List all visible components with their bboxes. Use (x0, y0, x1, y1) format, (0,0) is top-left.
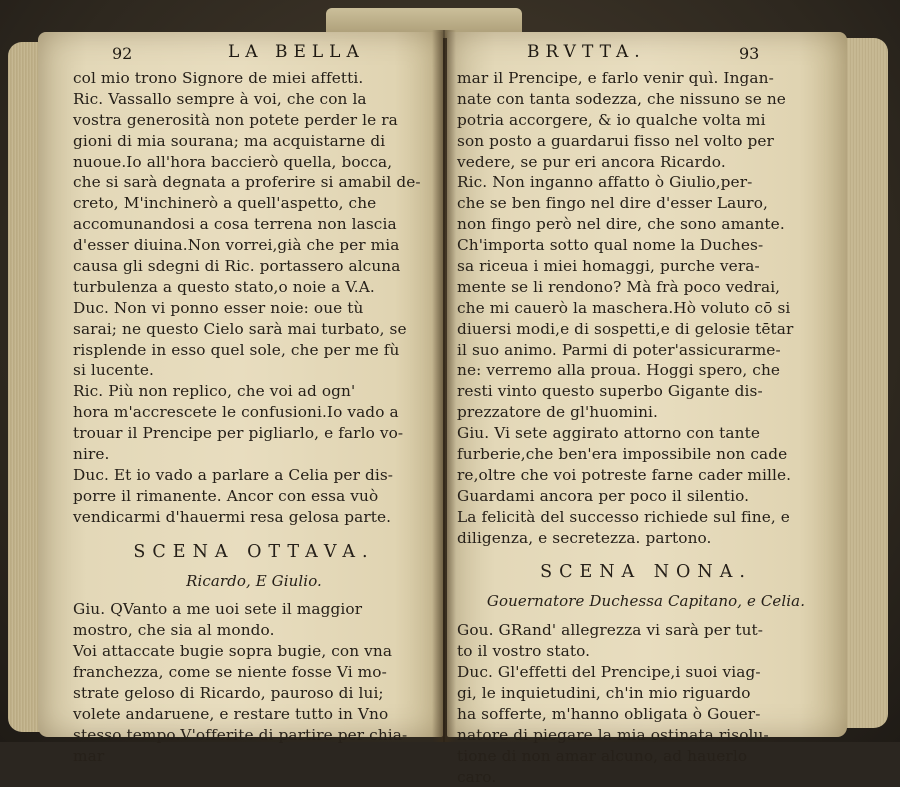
text-line: to il vostro stato. (457, 642, 591, 661)
text-line: vedere, se pur eri ancora Ricardo. (457, 152, 726, 171)
text-line: ne: verremo alla proua. Hoggi spero, che (457, 361, 781, 380)
text-line: Giu. Vi sete aggirato attorno con tante (457, 424, 761, 443)
text-line: si lucente. (73, 361, 154, 380)
left-running-head: LA BELLA (228, 42, 365, 62)
text-line: hora m'accrescete le confusioni.Io vado a (73, 403, 399, 422)
text-line: resti vinto questo superbo Gigante dis- (457, 382, 763, 401)
text-line: franchezza, come se niente fosse Vi mo- (73, 663, 387, 682)
left-page-text (73, 68, 435, 767)
left-page-edges (8, 42, 42, 732)
book-gutter (432, 30, 456, 742)
text-line: sa riceua i miei homaggi, purche vera- (457, 257, 760, 276)
text-line: porre il rimanente. Ancor con essa vuò (73, 486, 379, 505)
text-line: causa gli sdegni di Ric. portassero alcuna (73, 257, 401, 276)
text-line: potria accorgere, & io qualche volta mi (457, 110, 766, 129)
text-line: nate con tanta sodezza, che nissuno se ne (457, 89, 786, 108)
text-line: gioni di mia sourana; ma acquistarne di (73, 131, 386, 150)
text-line: son posto a guardarui fisso nel volto per (457, 131, 774, 150)
text-line: strate geloso di Ricardo, pauroso di lui; (73, 683, 384, 702)
text-line: Duc. Gl'effetti del Prencipe,i suoi viag- (457, 663, 761, 682)
text-line: trouar il Prencipe per pigliarlo, e farlo vo- (73, 424, 404, 443)
text-line: diligenza, e secretezza. partono. (457, 528, 712, 547)
text-line: creto, M'inchinerò a quell'aspetto, che (73, 194, 377, 213)
text-line: turbulenza a questo stato,o noie a V.A. (73, 277, 375, 296)
text-line: diuersi modi,e di sospetti,e di gelosie tētar (457, 319, 794, 338)
right-top-lines (457, 68, 835, 548)
text-line: mar il Prencipe, e farlo venir quì. Ingan- (457, 69, 774, 87)
right-bottom-lines (457, 620, 835, 787)
left-top-lines (73, 68, 435, 528)
text-line: ha sofferte, m'hanno obligata ò Gouer- (457, 704, 761, 723)
right-scene-title: SCENA NONA. (540, 562, 752, 583)
text-line: stesso tempo.V'offerite di partire per chia- (73, 725, 408, 744)
right-page-number: 93 (739, 44, 760, 63)
text-line: furberie,che ben'era impossibile non cade (457, 445, 788, 464)
text-line: Gou. GRand' allegrezza vi sarà per tut- (457, 621, 764, 640)
text-line: Duc. Et io vado a parlare a Celia per dis- (73, 465, 394, 484)
text-line: che se ben fingo nel dire d'esser Lauro, (457, 194, 768, 213)
text-line: vostra generosità non potete perder le ra (73, 110, 398, 129)
text-line: d'esser diuina.Non vorrei,già che per mia (73, 236, 400, 255)
text-line: non fingo però nel dire, che sono amante. (457, 215, 785, 234)
text-line: Ric. Più non replico, che voi ad ogn' (73, 382, 356, 401)
text-line: risplende in esso quel sole, che per me fù (73, 340, 400, 359)
right-running-head: BRVTTA. (527, 42, 646, 62)
text-line: gi, le inquietudini, ch'in mio riguardo (457, 683, 751, 702)
text-line: accomunandosi a cosa terrena non lascia (73, 215, 397, 234)
text-line: volete andaruene, e restare tutto in Vno (73, 704, 389, 723)
right-page-edges (840, 38, 888, 728)
text-line: Voi attaccate bugie sopra bugie, con vna (73, 642, 393, 661)
left-scene-characters: Ricardo, E Giulio. (186, 571, 322, 590)
right-scene-characters: Gouernatore Duchessa Capitano, e Celia. (486, 592, 806, 611)
left-page-number: 92 (112, 44, 133, 63)
text-line: mente se li rendono? Mà frà poco vedrai, (457, 277, 781, 296)
text-line: il suo animo. Parmi di poter'assicurarme- (457, 340, 781, 359)
text-line: mostro, che sia al mondo. (73, 621, 275, 640)
text-line: mar (73, 746, 105, 765)
text-line: Ric. Non inganno affatto ò Giulio,per- (457, 173, 753, 192)
text-line: nuoue.Io all'hora baccierò quella, bocca, (73, 152, 393, 171)
text-line: natore di piegare la mia ostinata risolu- (457, 725, 769, 744)
text-line: Guardami ancora per poco il silentio. (457, 486, 750, 505)
text-line: re,oltre che voi potreste farne cader mille. (457, 465, 792, 484)
text-line: sarai; ne questo Cielo sarà mai turbato, se (73, 319, 407, 338)
text-line: col mio trono Signore de miei affetti. (73, 69, 364, 87)
text-line: nire. (73, 445, 110, 464)
text-line: Ch'importa sotto qual nome la Duches- (457, 236, 764, 255)
text-line: caro. (457, 767, 497, 786)
text-line: vendicarmi d'hauermi resa gelosa parte. (73, 507, 392, 526)
text-line: La felicità del successo richiede sul fine, e (457, 507, 790, 526)
text-line: Duc. Non vi ponno esser noie: oue tù (73, 298, 364, 317)
text-line: prezzatore de gl'huomini. (457, 403, 658, 422)
text-line: che si sarà degnata a proferire si amabil de- (73, 173, 421, 192)
text-line: tione di non amar alcuno, ad hauerlo (457, 746, 748, 765)
right-page-text (457, 68, 835, 787)
right-page (447, 32, 847, 786)
left-scene-title: SCENA OTTAVA. (133, 541, 375, 562)
text-line: che mi cauerò la maschera.Hò voluto cō si (457, 298, 791, 317)
left-page (38, 32, 443, 765)
text-line: Giu. QVanto a me uoi sete il maggior (73, 600, 363, 619)
text-line: Ric. Vassallo sempre à voi, che con la (73, 89, 367, 108)
left-bottom-lines (73, 599, 435, 766)
